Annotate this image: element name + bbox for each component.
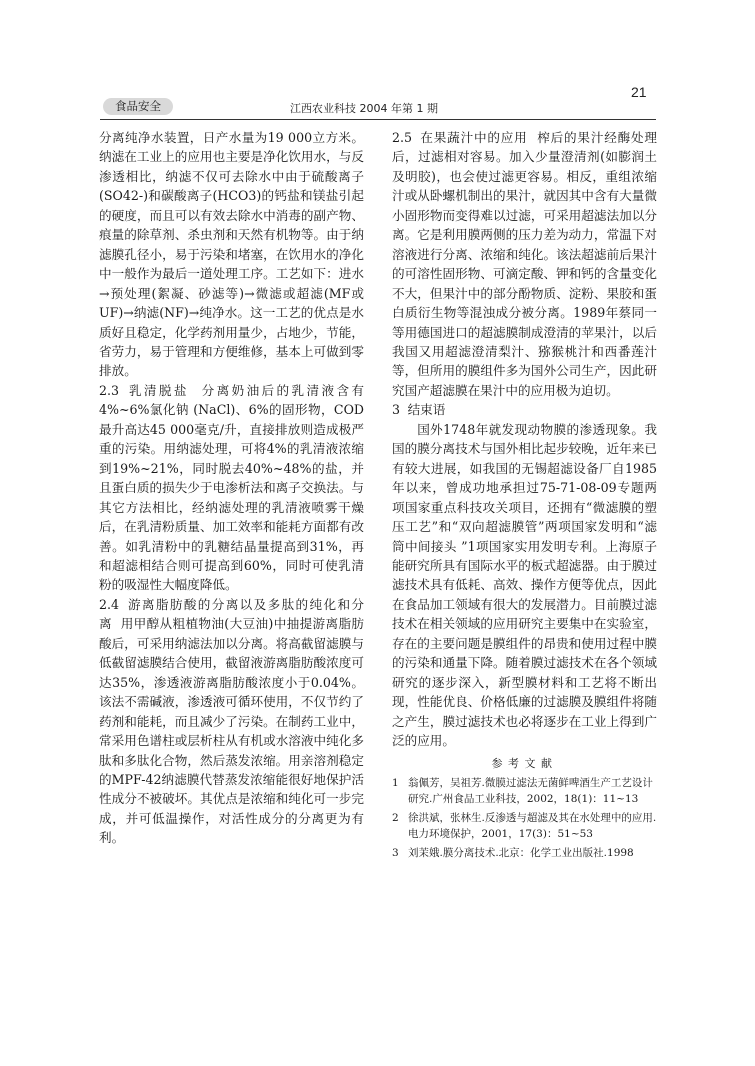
section-badge: 食品安全	[103, 98, 173, 115]
right-column	[392, 128, 657, 864]
section-2-4	[99, 595, 364, 848]
section-title: 乳清脱盐	[126, 382, 189, 398]
conclusion-paragraph: 国外1748年就发现动物膜的渗透现象。我国的膜分离技术与国外相比起步较晚，近年来已有较大进展，如我国的无锡超滤设备厂自1985年以来，曾成功地承担过75-71-08-09专题两项国家重点科技攻关项目，还拥有“微滤膜的塑压工艺”和“双向超滤膜管”两项国家发明和“滤筒中间接头 ”1项国家实用发明专利。上海原子能研究所具有国际水平的板式超滤器。由于膜过滤技术具有低耗、高效、操作方便等优点，因此在食品加工领域有很大的发展潜力。目前膜过滤技术在相关领域的应用研究主要集中在实验室，存在的主要问题是膜组件的昂贵和使用过程中膜的污染和通量下降。随着膜过滤技术在各个领域研究的逐步深入，新型膜材料和工艺将不断出现，性能优良、价格低廉的过滤膜及膜组件将随之产生，膜过滤技术也必将逐步在工业上得到广泛的应用。	[392, 421, 657, 749]
left-column	[99, 128, 364, 848]
page-number: 21	[631, 84, 647, 100]
section-body: 榨后的果汁经酶处理后，过滤相对容易。加入少量澄清剂(如膨润土及明胶)，也会使过滤更容易。相反，重组浓缩汁或从卧螺机制出的果汁，就因其中含有大量微小固形物而变得难以过滤，可采用超滤法加以分离。它是利用膜两侧的压力差为动力，常温下对溶液进行分离、浓缩和纯化。该法超滤前后果汁的可溶性固形物、可滴定酸、钾和钙的含量变化不大，但果汁中的部分酚物质、淀粉、果胶和蛋白质衍生物等混浊成分被分离。1989年蔡同一等用德国进口的超滤膜制成澄清的苹果汁，以后我国又用超滤澄清梨汁、猕猴桃汁和西番莲汁等，但所用的膜组件多为国外公司生产，因此研究国产超滤膜在果汁中的应用极为迫切。	[392, 130, 658, 398]
reference-item	[392, 845, 657, 861]
journal-title: 江西农业科技 2004 年第 1 期	[290, 102, 438, 115]
reference-number: 2	[392, 811, 399, 824]
section-title: 在果蔬汁中的应用	[419, 130, 528, 145]
header-rule	[100, 119, 656, 120]
reference-text: 翁佩芳，吴祖芳.微膜过滤法无菌鲜啤酒生产工艺设计研究.广州食品工业科技，2002，18(1)：11~13	[408, 776, 653, 805]
reference-item	[392, 810, 657, 842]
section-number: 2.5	[392, 130, 413, 145]
section-2-3	[99, 381, 364, 595]
reference-list	[392, 775, 657, 861]
section-number: 2.3	[99, 382, 120, 398]
references-heading: 参考文献	[491, 756, 558, 770]
section-3-heading	[392, 400, 657, 419]
reference-item	[392, 775, 657, 807]
section-body: 用甲醇从粗植物油(大豆油)中抽提游离脂肪酸后，可采用纳滤法加以分离。将高截留滤膜与低截留滤膜结合使用，截留液游离脂肪酸浓度可达35%，渗透液游离脂肪酸浓度小于0.04%。该法不需碱液，渗透液可循环使用，不仅节约了药剂和能耗，而且减少了污染。在制药工业中，常采用色谱柱或层析柱从有机或水溶液中纯化多肽和多肽化合物，然后蒸发浓缩。用亲溶剂稳定的MPF-42纳滤膜代替蒸发浓缩能很好地保护活性成分不被破坏。其优点是浓缩和纯化可一步完成，并可低温操作，对活性成分的分离更为有利。	[99, 616, 365, 846]
section-body: 分离奶油后的乳清液含有4%~6%氯化钠 (NaCl)、6%的固形物，COD最升高达45 000毫克/升，直接排放则造成极严重的污染。用纳滤处理，可将4%的乳清液浓缩到19%~21%，同时脱去40%~48%的盐，并且蛋白质的损失少于电渗析法和离子交换法。与其它方法相比，经纳滤处理的乳清液喷雾干燥后，在乳清粉质量、加工效率和能耗方面都有改善。如乳清粉中的乳糖结晶量提高到31%，再和超滤相结合则可提高到60%，同时可使乳清粉的吸湿性大幅度降低。	[99, 382, 365, 593]
reference-text: 徐洪斌，张林生.反渗透与超滤及其在水处理中的应用.电力环境保护，2001，17(3)：51~53	[408, 811, 657, 840]
section-2-5	[392, 128, 657, 400]
section-number: 3	[392, 402, 401, 418]
paragraph-nanofiltration: 分离纯净水装置，日产水量为19 000立方米。纳滤在工业上的应用也主要是净化饮用水，与反渗透相比，纳滤不仅可去除水中由于硫酸离子(SO42-)和碳酸离子(HCO3)的钙盐和镁盐引起的硬度，而且可以有效去除水中消毒的副产物、痕量的除草剂、杀虫剂和天然有机物等。由于纳滤膜孔径小，易于污染和堵塞，在饮用水的净化中一般作为最后一道处理工序。工艺如下：进水→预处理(絮凝、砂滤等)→微滤或超滤(MF或UF)→纳滤(NF)→纯净水。这一工艺的优点是水质好且稳定，化学药剂用量少，占地少，节能，省劳力，易于管理和方便维修，基本上可做到零排放。	[99, 130, 364, 379]
reference-text: 刘茉娥.膜分离技术.北京：化学工业出版社.1998	[408, 846, 634, 859]
reference-number: 1	[392, 776, 399, 789]
section-title: 结束语	[407, 402, 446, 418]
section-number: 2.4	[99, 596, 120, 612]
reference-number: 3	[392, 846, 399, 859]
section-title: 游离脂肪酸的分离以及多肽的纯化和分离	[99, 596, 364, 632]
